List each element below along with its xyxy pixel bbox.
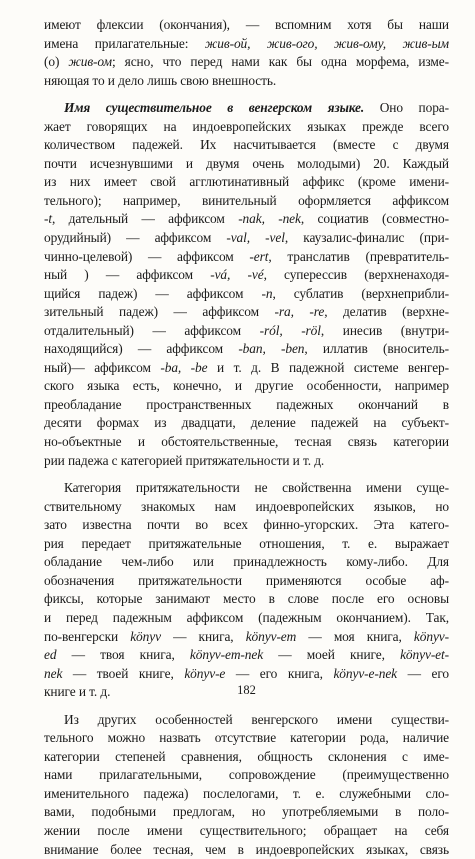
page-body-text bbox=[44, 16, 449, 859]
paragraph-gap bbox=[44, 470, 449, 479]
text-line: преобладание пространственных падежных окончаний в bbox=[44, 396, 449, 412]
text-line: но-объектные и обстоятельственные, тесная связь категории bbox=[44, 434, 449, 450]
paragraph bbox=[44, 711, 449, 859]
text-line: зительный падеж) — аффиксом -ra, -re, делатив (верхне- bbox=[44, 304, 449, 320]
text-line: имеют флексии (окончания), — вспомним хотя бы наши bbox=[44, 17, 449, 32]
text-line: щийся падеж) — аффиксом -n, сублатив (верхнеприбли- bbox=[44, 285, 449, 301]
text-line: -t, дательный — аффиксом -nak, -nek, социатив (совместно- bbox=[44, 211, 449, 227]
text-line: ный ) — аффиксом -vá, -vé, суперессив (верхненаходя- bbox=[44, 267, 449, 283]
paragraph-gap bbox=[44, 90, 449, 99]
text-line: имена прилагательные: жив-ой, жив-ого, жив-ому, жив-ым bbox=[44, 35, 449, 51]
text-line: десяти формах из двадцати, деление падежей на субъект- bbox=[44, 415, 449, 431]
page-number: 182 bbox=[237, 683, 256, 697]
text-line: почти исчезнувшими и двумя очень молодыми) 20. Каждый bbox=[44, 155, 449, 171]
text-line: Из других особенностей венгерского имени существи- bbox=[64, 711, 449, 727]
text-line: книге и т. д. bbox=[44, 684, 111, 700]
text-line: категории степеней сравнения, общность склонения с име- bbox=[44, 748, 449, 764]
text-line: жении после имени существительного; обращает на себя bbox=[44, 822, 449, 838]
text-line: няющая то и дело лишь свою внешность. bbox=[44, 72, 277, 88]
text-line: орудийный) — аффиксом -val, -vel, каузалис-финалис (при- bbox=[44, 230, 449, 246]
paragraph bbox=[44, 99, 449, 470]
text-line: рии падежа с категорией притяжательности и т. д. bbox=[44, 452, 325, 468]
text-line: по-венгерски könyv — книга, könyv-em — моя книга, könyv- bbox=[44, 628, 450, 644]
text-line: жает говорящих на индоевропейских языках прежде всего bbox=[44, 118, 449, 134]
text-line: тельного можно назвать отсутствие категории рода, наличие bbox=[44, 730, 449, 746]
text-line: ского языка есть, конечно, и другие особенности, например bbox=[44, 378, 449, 394]
text-line: ный)— аффиксом -ba, -be и т. д. В падежной системе венгер- bbox=[44, 359, 450, 375]
text-line: обладание чем-либо или принадлежность кому-либо. Для bbox=[44, 554, 449, 570]
text-line: находящийся) — аффиксом -ban, -ben, иллатив (вноситель- bbox=[44, 341, 449, 357]
text-line: зато известна почти во всех финно-угорских. Эта катего- bbox=[44, 517, 449, 533]
text-line: количеством падежей. Их насчитывается (вместе с двумя bbox=[44, 137, 449, 153]
paragraph-gap bbox=[44, 702, 449, 711]
text-line: рия передает притяжательные отношения, т. е. выражает bbox=[44, 535, 449, 551]
text-line: из них имеет свой агглютинативный аффикс (кроме имени- bbox=[44, 174, 449, 190]
text-line: (о) жив-ом; ясно, что перед нами как бы одна морфема, изме- bbox=[44, 54, 449, 70]
text-line: чинно-целевой) — аффиксом -ert, транслатив (превратитель- bbox=[44, 248, 449, 264]
text-line: Имя существительное в венгерском языке. Оно пора- bbox=[64, 100, 450, 116]
text-line: нами прилагательными, сопровождение (преимущественно bbox=[44, 767, 449, 783]
text-line: nek — твоей книге, könyv-e — его книга, könyv-e-nek — его bbox=[44, 665, 449, 681]
paragraph bbox=[44, 479, 449, 702]
text-line: ed — твоя книга, könyv-em-nek — моей книге, könyv-et- bbox=[44, 647, 449, 663]
text-line: тельного); например, винительный оформляется аффиксом bbox=[44, 192, 449, 208]
text-line: именительного падежа) послелогами, т. е. служебными сло- bbox=[44, 785, 449, 801]
text-line: и перед падежным аффиксом (падежным окончанием). Так, bbox=[44, 609, 449, 625]
paragraph bbox=[44, 16, 449, 90]
text-line: отдалительный) — аффиксом -ról, -röl, инесив (внутри- bbox=[44, 322, 449, 338]
text-line: фиксы, которые занимают место в слове после его основы bbox=[44, 591, 449, 607]
text-line: внимание более тесная, чем в индоевропейских языках, связь bbox=[44, 841, 449, 857]
text-line: вами, подобными предлогам, но употребляемыми в поло- bbox=[44, 804, 449, 820]
text-line: Категория притяжательности не свойственна имени суще- bbox=[64, 480, 449, 496]
text-line: обозначения притяжательности применяются особые аф- bbox=[44, 572, 449, 588]
text-line: ствительному знакомых нам индоевропейских языков, но bbox=[44, 498, 449, 514]
